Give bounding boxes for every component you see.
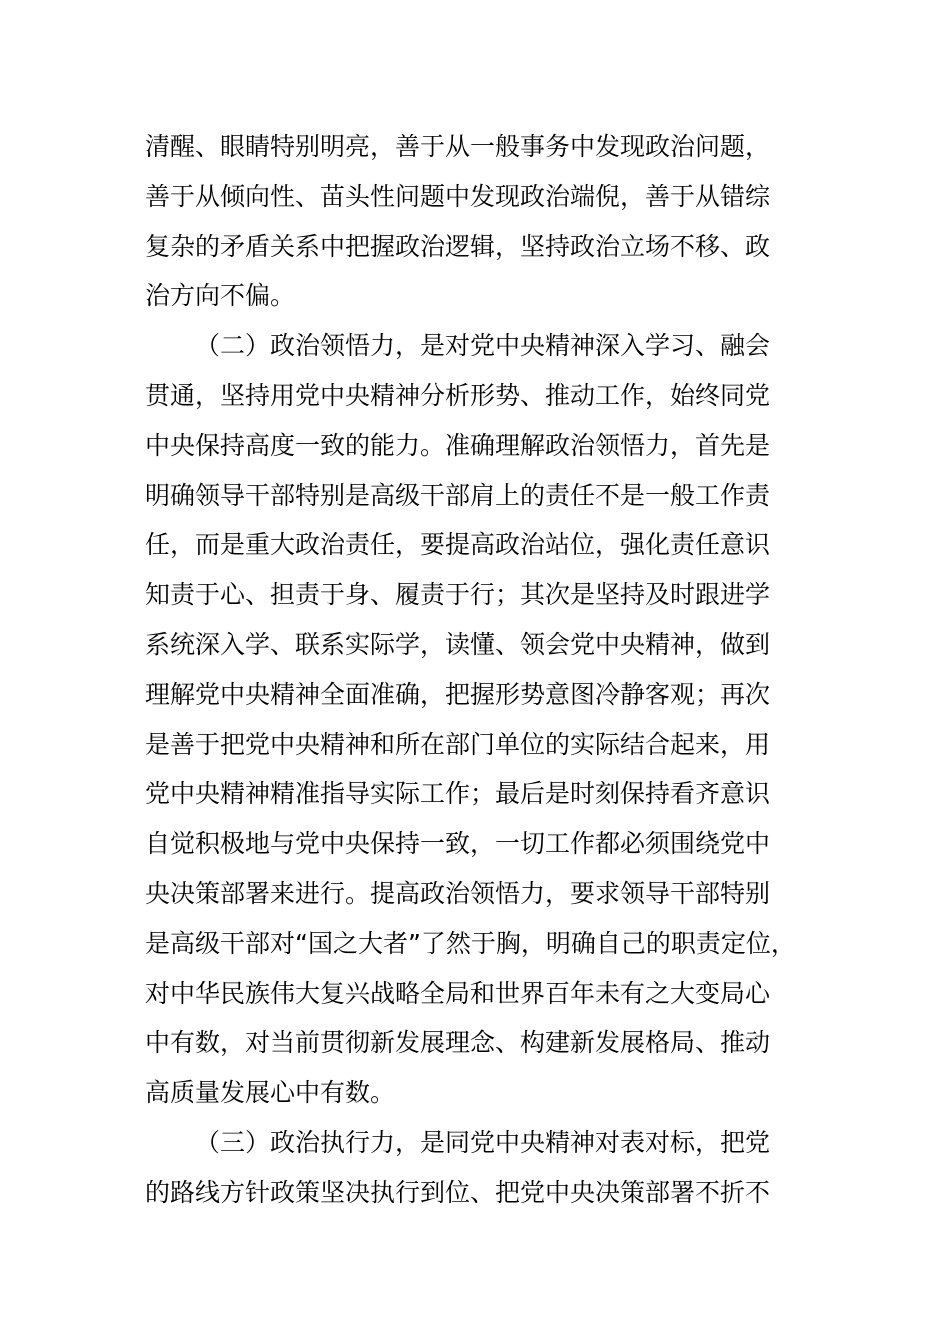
- text-line: 系统深入学、联系实际学，读懂、领会党中央精神，做到: [145, 629, 771, 659]
- text-line: 中央保持高度一致的能力。准确理解政治领悟力，首先是: [145, 430, 771, 460]
- text-line: 知责于心、担责于身、履责于行；其次是坚持及时跟进学: [145, 580, 771, 610]
- text-line: 理解党中央精神全面准确，把握形势意图冷静客观；再次: [145, 679, 771, 709]
- text-line: 中有数，对当前贯彻新发展理念、构建新发展格局、推动: [145, 1028, 771, 1058]
- text-line: 任，而是重大政治责任，要提高政治站位，强化责任意识: [145, 530, 771, 560]
- text-line: 明确领导干部特别是高级干部肩上的责任不是一般工作责: [145, 480, 771, 510]
- text-line: 复杂的矛盾关系中把握政治逻辑，坚持政治立场不移、政: [145, 231, 771, 261]
- text-line: 高质量发展心中有数。: [145, 1078, 396, 1108]
- text-line: 贯通，坚持用党中央精神分析形势、推动工作，始终同党: [145, 380, 771, 410]
- text-line: 善于从倾向性、苗头性问题中发现政治端倪，善于从错综: [145, 181, 771, 211]
- text-line: 党中央精神精准指导实际工作；最后是时刻保持看齐意识: [145, 779, 771, 809]
- text-line: 央决策部署来进行。提高政治领悟力，要求领导干部特别: [145, 878, 771, 908]
- text-line: 对中华民族伟大复兴战略全局和世界百年未有之大变局心: [145, 978, 771, 1008]
- text-line: 治方向不偏。: [145, 281, 296, 311]
- text-line: 自觉积极地与党中央保持一致，一切工作都必须围绕党中: [145, 829, 771, 859]
- body-text: [145, 122, 815, 1218]
- text-line: 清醒、眼睛特别明亮，善于从一般事务中发现政治问题，: [145, 132, 771, 161]
- text-line: 是善于把党中央精神和所在部门单位的实际结合起来，用: [145, 729, 771, 759]
- section-heading-line: （二）政治领悟力，是对党中央精神深入学习、融会: [195, 331, 771, 361]
- text-line: 的路线方针政策坚决执行到位、把党中央决策部署不折不: [145, 1177, 771, 1207]
- text-line: 是高级干部对“国之大者”了然于胸，明确自己的职责定位，: [145, 928, 796, 958]
- section-heading-line: （三）政治执行力，是同党中央精神对表对标，把党: [195, 1127, 771, 1157]
